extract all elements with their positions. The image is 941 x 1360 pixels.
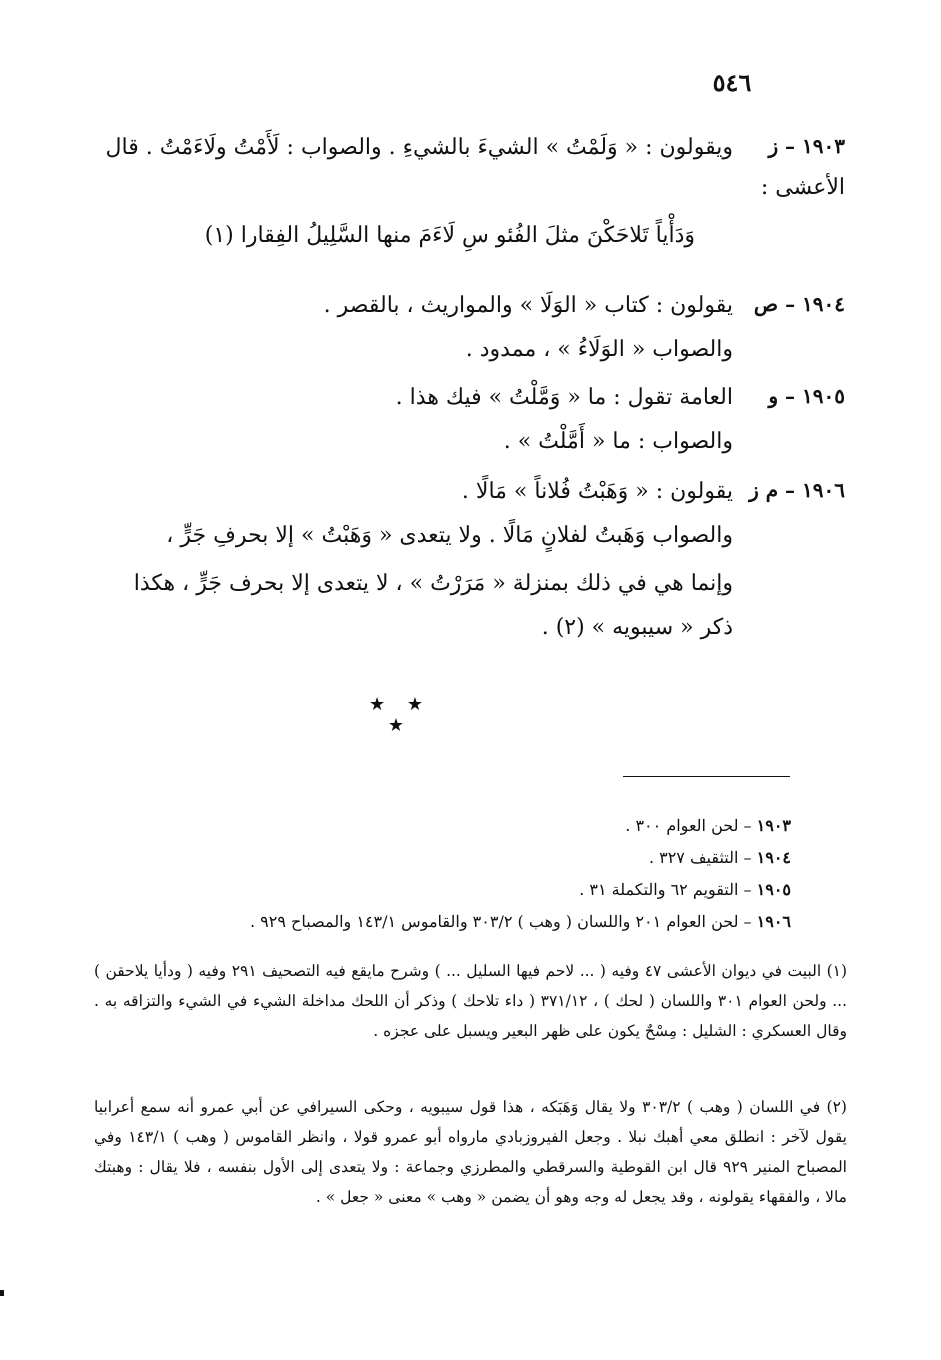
source-num: ١٩٠٦ xyxy=(756,912,791,931)
scan-mark xyxy=(0,1290,4,1296)
entry-number: ١٩٠٣ – ز xyxy=(768,134,845,158)
footnote: (٢) في اللسان ( وهب ) ٣٠٣/٢ ولا يقال وَهَبَكه ، هذا قول سيبويه ، وحكى السيرافي عن أبي عمرو أنه سمع أعرابيا يقول لآخر : انطلق معي أهبك نبلا . وجعل الفيروزبادي مارواه أبو عمرو قولا ، وانظر القاموس ( وهب ) ١٤٣/١ وفي المصباح المنير ٩٢٩ قال ابن القوطية والسرقطي والمطرزي وجماعة : ولا يتعدى إلى الأول بنفسه ، فلا يقال : وهبتك مالا ، والفقهاء يقولونه ، وقد يجعل له وجه وهو أن يضمن « وهب » معنى « جعل » . xyxy=(94,1098,847,1206)
entry-number: ١٩٠٤ – ص xyxy=(753,292,845,316)
source-text: – التقويم ٦٢ والتكملة ٣١ . xyxy=(579,880,752,899)
footnote: (١) البيت في ديوان الأعشى ٤٧ وفيه ( ... لاحم فيها السليل ... ) وشرح مايقع فيه التصحيف ٢٩١ وفيه ( ودأيا يلاحقن ) ... ولحن العوام ٣٠١ واللسان ( لحك ) ، ٣٧١/١٢ ( داء تلاحك ) وذكر أن اللحك مداخلة الشيء في الشيء والتزاقه به . وقال العسكري : الشليل : مِسْحٌ يكون على ظهر البعير ويسبل على عجزه . xyxy=(94,962,848,1040)
source-ref xyxy=(649,848,791,867)
entry-1905 xyxy=(90,378,845,462)
source-ref xyxy=(579,880,791,899)
entry-1903 xyxy=(90,128,845,268)
section-separator: ★ ★ ★ xyxy=(369,694,431,736)
entry-number: ١٩٠٥ – و xyxy=(768,384,845,408)
footnote-rule xyxy=(623,776,790,777)
entry-line: والصواب وَهَبتُ لفلانٍ مَالًا . ولا يتعدى « وَهَبْتُ » إلا بحرفِ جَرٍّ ، xyxy=(166,523,733,548)
source-ref xyxy=(625,816,791,835)
entry-line: والصواب « الوَلَاءُ » ، ممدود . xyxy=(465,337,733,362)
entry-line: والصواب : ما « أَمَّلْتُ » . xyxy=(503,429,733,454)
entry-line: يقولون : « وَهَبْتُ فُلاناً » مَالًا . xyxy=(461,479,733,504)
source-text: – لحن العوام ٣٠٠ . xyxy=(625,816,752,835)
entry-line: ويقولون : « وَلَمْتُ » الشيءَ بالشيءِ . والصواب : لَأَمْتُ ولَاءَمْتُ . قال xyxy=(105,135,733,160)
entry-line: ذكر « سيبويه » (٢) . xyxy=(541,615,733,640)
entry-1906 xyxy=(90,472,845,652)
verse-line: وَدَأْياً تَلاحَكْنَ مثلَ الفُئو سِ لَاءَمَ منها السَّلِيلُ الفِقارا (١) xyxy=(204,223,695,248)
entry-1904 xyxy=(90,286,845,370)
entry-line: وإنما هي في ذلك بمنزلة « مَرَرْتُ » ، لا يتعدى إلا بحرف جَرٍّ ، هكذا xyxy=(133,571,733,596)
entry-number: ١٩٠٦ – م ز xyxy=(749,478,845,502)
source-num: ١٩٠٣ xyxy=(756,816,791,835)
source-num: ١٩٠٥ xyxy=(756,880,791,899)
entry-line: العامة تقول : ما « وَمَّلْتُ » فيك هذا . xyxy=(395,385,733,410)
page-number: ٥٤٦ xyxy=(712,68,752,97)
source-text: – التثقيف ٣٢٧ . xyxy=(648,848,752,867)
source-num: ١٩٠٤ xyxy=(756,848,791,867)
source-text: – لحن العوام ٢٠١ واللسان ( وهب ) ٣٠٣/٢ والقاموس ١٤٣/١ والمصباح ٩٢٩ . xyxy=(250,912,752,931)
source-ref xyxy=(250,912,791,931)
entry-line: يقولون : كتاب « الوَلَا » والمواريث ، بالقصر . xyxy=(323,293,733,318)
entry-line: الأعشى : xyxy=(760,175,845,200)
